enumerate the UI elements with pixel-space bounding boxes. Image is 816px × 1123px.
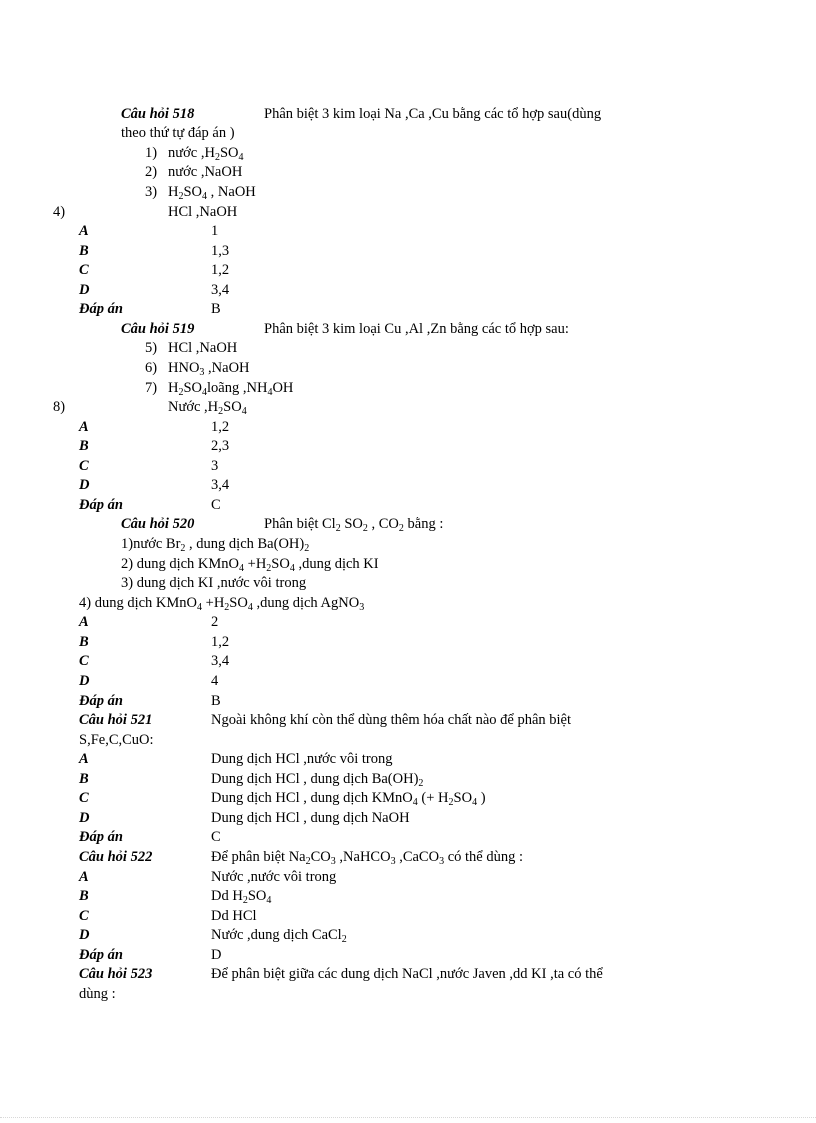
- question-521-text: Ngoài không khí còn thể dùng thêm hóa chất nào để phân biệt: [211, 712, 571, 728]
- question-519-text: Phân biệt 3 kim loại Cu ,Al ,Zn bằng các tổ hợp sau:: [264, 321, 569, 337]
- choice-a-label: A: [79, 223, 89, 239]
- choice-d-value: Nước ,dung dịch CaCl$_2$: [211, 927, 347, 945]
- answer-value: D: [211, 947, 222, 963]
- question-522-label: Câu hỏi 522: [79, 849, 153, 865]
- choice-b-label: B: [79, 243, 89, 259]
- answer-value: C: [211, 497, 221, 513]
- option-text: HCl ,NaOH: [168, 204, 238, 220]
- option-text: 2) dung dịch KMnO$_4$ $+H_2SO_4$ ,dung dịch KI: [121, 556, 379, 574]
- choice-c-value: Dd HCl: [211, 908, 257, 924]
- choice-c-value: 1,2: [211, 262, 230, 278]
- choice-d-value: 3,4: [211, 282, 230, 298]
- question-522-text: Để phân biệt $Na_2CO_3$ ,NaHCO$_3$ ,CaCO$_3$ có thể dùng :: [211, 849, 523, 867]
- option-number: 7): [145, 380, 158, 396]
- choice-b-label: B: [79, 771, 89, 787]
- choice-a-value: Nước ,nước vôi trong: [211, 869, 337, 885]
- choice-b-value: 1,2: [211, 634, 230, 650]
- choice-d-value: 3,4: [211, 477, 230, 493]
- answer-label: Đáp án: [79, 947, 123, 963]
- choice-a-value: 1,2: [211, 419, 230, 435]
- choice-c-value: 3: [211, 458, 219, 474]
- choice-c-label: C: [79, 908, 89, 924]
- choice-b-value: Dd $H_2SO_4$: [211, 888, 272, 906]
- question-518-text-cont: theo thứ tự đáp án ): [121, 125, 235, 141]
- question-521-label: Câu hỏi 521: [79, 712, 153, 728]
- option-text: HCl ,NaOH: [168, 340, 238, 356]
- question-523-text-cont: dùng :: [79, 986, 116, 1002]
- answer-label: Đáp án: [79, 693, 123, 709]
- option-text: 3) dung dịch KI ,nước vôi trong: [121, 575, 307, 591]
- option-number: 6): [145, 360, 158, 376]
- choice-b-label: B: [79, 438, 89, 454]
- choice-a-label: A: [79, 751, 89, 767]
- option-text: $H_2SO_4$ , NaOH: [168, 184, 256, 202]
- choice-a-label: A: [79, 614, 89, 630]
- question-520-text: Phân biệt $Cl_2$ $SO_2$ , $CO_2$ bằng :: [264, 516, 444, 534]
- answer-value: C: [211, 829, 221, 845]
- choice-a-label: A: [79, 419, 89, 435]
- choice-a-value: Dung dịch HCl ,nước vôi trong: [211, 751, 393, 767]
- choice-d-label: D: [79, 810, 90, 826]
- question-519-label: Câu hỏi 519: [121, 321, 195, 337]
- choice-b-value: 2,3: [211, 438, 230, 454]
- option-text: nước ,NaOH: [168, 164, 243, 180]
- choice-d-label: D: [79, 477, 90, 493]
- choice-a-value: 2: [211, 614, 219, 630]
- choice-c-label: C: [79, 653, 89, 669]
- choice-b-value: Dung dịch HCl , dung dịch $Ba(OH)_2$: [211, 771, 424, 789]
- choice-c-value: 3,4: [211, 653, 230, 669]
- answer-label: Đáp án: [79, 301, 123, 317]
- page-bottom-divider: [0, 1117, 816, 1118]
- choice-d-label: D: [79, 282, 90, 298]
- choice-d-label: D: [79, 673, 90, 689]
- choice-a-value: 1: [211, 223, 219, 239]
- option-text: 4) dung dịch KMnO$_4$ $+H_2SO_4$ ,dung dịch AgNO$_3$: [79, 595, 365, 613]
- option-text: 1)nước $Br_2$ , dung dịch $Ba(OH)_2$: [121, 536, 310, 554]
- question-523-label: Câu hỏi 523: [79, 966, 153, 982]
- question-518-label: Câu hỏi 518: [121, 106, 195, 122]
- option-text: Nước $,H_2SO_4$: [168, 399, 247, 417]
- choice-b-label: B: [79, 634, 89, 650]
- answer-value: B: [211, 693, 221, 709]
- option-text: $H_2SO_4loãng$ $,NH_4OH$: [168, 380, 294, 398]
- choice-d-label: D: [79, 927, 90, 943]
- question-521-text-cont: S,Fe,C,CuO:: [79, 732, 154, 748]
- choice-d-value: Dung dịch HCl , dung dịch NaOH: [211, 810, 410, 826]
- choice-a-label: A: [79, 869, 89, 885]
- option-text: $HNO_3$ ,NaOH: [168, 360, 250, 378]
- choice-d-value: 4: [211, 673, 219, 689]
- option-number: 8): [53, 399, 66, 415]
- option-text: nước $,H_2SO_4$: [168, 145, 244, 163]
- question-520-label: Câu hỏi 520: [121, 516, 195, 532]
- choice-c-label: C: [79, 458, 89, 474]
- question-523-text: Để phân biệt giữa các dung dịch NaCl ,nước Javen ,dd KI ,ta có thể: [211, 966, 603, 982]
- option-number: 1): [145, 145, 158, 161]
- choice-c-value: Dung dịch HCl , dung dịch KMnO$_4$ (+ $H_2SO_4$ ): [211, 790, 486, 808]
- choice-c-label: C: [79, 790, 89, 806]
- choice-b-value: 1,3: [211, 243, 230, 259]
- option-number: 4): [53, 204, 66, 220]
- question-518-text: Phân biệt 3 kim loại Na ,Ca ,Cu bằng các tổ hợp sau(dùng: [264, 106, 602, 122]
- option-number: 3): [145, 184, 158, 200]
- option-number: 2): [145, 164, 158, 180]
- answer-label: Đáp án: [79, 497, 123, 513]
- option-number: 5): [145, 340, 158, 356]
- choice-c-label: C: [79, 262, 89, 278]
- choice-b-label: B: [79, 888, 89, 904]
- answer-label: Đáp án: [79, 829, 123, 845]
- answer-value: B: [211, 301, 221, 317]
